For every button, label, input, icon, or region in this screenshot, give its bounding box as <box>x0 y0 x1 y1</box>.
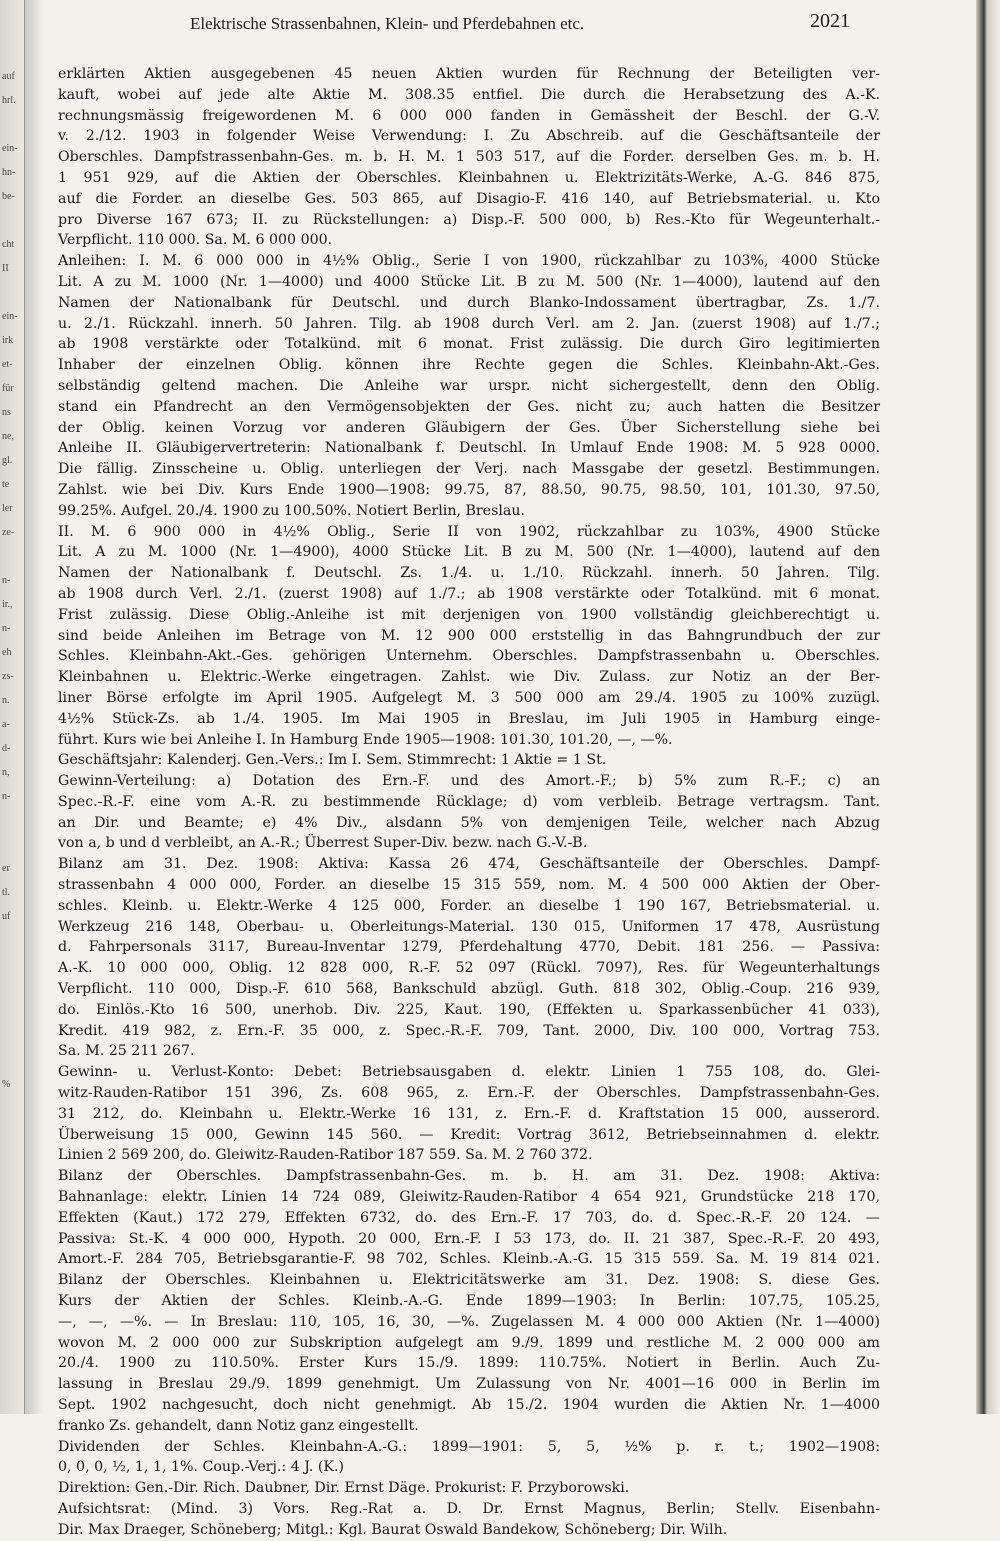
margin-fragment: ns <box>2 407 11 418</box>
margin-fragment: ne, <box>2 431 14 442</box>
margin-fragment <box>2 814 26 838</box>
text-line: Inhaber der einzelnen Oblig. können ihre Rechte gegen die Schles. Kleinbahn-Akt.-Ges. <box>58 357 880 374</box>
margin-fragment <box>2 118 26 142</box>
margin-fragment: n. <box>2 695 10 706</box>
text-line: wovon M. 2 000 000 zur Subskription aufgelegt am 9./9. 1899 und restliche M. 2 000 000 am <box>58 1334 880 1351</box>
margin-fragment: II <box>2 263 9 274</box>
margin-fragment: n, <box>2 767 10 778</box>
text-line: stand ein Pfandrecht an den Vermögensobjekten der Ges. nicht zu; auch hatten die Besitzer <box>58 398 880 415</box>
document-body <box>58 64 880 1538</box>
text-line: ab 1908 verstärkte oder Totalkünd. mit 6 monat. Frist zulässig. Die durch Giro legitimierten <box>58 336 880 353</box>
margin-fragment <box>2 1150 26 1174</box>
text-line: Sept. 1902 nachgesucht, doch nicht genehmigt. Ab 15./2. 1904 wurden die Aktien Nr. 1—4000 <box>58 1397 880 1413</box>
margin-fragment: auf <box>2 71 15 82</box>
margin-fragment: n- <box>2 575 11 586</box>
right-page-edge <box>976 0 1000 1414</box>
text-line: Gewinn-Verteilung: a) Dotation des Ern.-F. und des Amort.-F.; b) 5% zum R.-F.; c) an <box>58 773 880 790</box>
text-line: A.-K. 10 000 000, Oblig. 12 828 000, R.-F. 52 097 (Rückl. 7097), Res. für Wegeunterhaltungs <box>58 960 880 977</box>
text-line: Oberschles. Dampfstrassenbahn-Ges. m. b. H. M. 1 503 517, auf die Forder. derselben Ges. m. b. H. <box>58 149 880 166</box>
text-line: Bilanz der Oberschles. Dampfstrassenbahn-Ges. m. b. H. am 31. Dez. 1908: Aktiva: <box>58 1168 880 1185</box>
margin-fragment <box>2 934 26 958</box>
text-line: Anleihen: I. M. 6 000 000 in 4½% Oblig., Serie I von 1900, rückzahlbar zu 103%, 4000 Stücke <box>58 253 880 270</box>
text-line: kauft, wobei auf jede alte Aktie M. 308.35 entfiel. Die durch die Herabsetzung des A.-K. <box>58 86 880 103</box>
margin-fragment <box>2 1054 26 1078</box>
text-line: Direktion: Gen.-Dir. Rich. Daubner, Dir. Ernst Däge. Prokurist: F. Przyborowski. <box>58 1480 630 1497</box>
margin-fragment: hrl. <box>2 95 16 106</box>
margin-fragment <box>2 1030 26 1054</box>
margin-fragment: zs- <box>2 671 14 682</box>
margin-fragment: a- <box>2 719 10 730</box>
text-line: Effekten (Kaut.) 172 279, Effekten 6732, do. des Ern.-F. 17 703, do. d. Spec.-R.-F. 20 124. — <box>58 1209 880 1226</box>
text-line: Lit. A zu M. 1000 (Nr. 1—4000) und 4000 Stücke Lit. B zu M. 500 (Nr. 1—4000), lautend auf den <box>58 273 880 290</box>
margin-fragment: n- <box>2 791 11 802</box>
text-line: d. Fahrpersonals 3117, Bureau-Inventar 1279, Pferdehaltung 4770, Debit. 181 256. — Passiva: <box>58 939 880 956</box>
text-line: Verpflicht. 110 000, Disp.-F. 610 568, Bankschuld abzügl. Guth. 818 302, Oblig.-Coup. 216 939, <box>58 981 880 998</box>
margin-fragment <box>2 958 26 982</box>
margin-fragment: gl. <box>2 455 13 466</box>
margin-fragment <box>2 214 26 238</box>
margin-fragment: be- <box>2 191 15 202</box>
text-line: der Oblig. keinen Vorzug vor anderen Gläubigern der Ges. Über Sicherstellung siehe bei <box>58 419 880 436</box>
text-line: Namen der Nationalbank f. Deutschl. Zs. 1./4. u. 1./10. Rückzahl. innerh. 50 Jahren. Tilg. <box>58 565 880 582</box>
text-line: ab 1908 durch Verl. 2./1. (zuerst 1908) auf 1./7.; ab 1908 verstärkte oder Totalkünd. mit 6 monat. <box>58 585 880 602</box>
margin-fragment <box>2 982 26 1006</box>
margin-fragment <box>2 1126 26 1150</box>
text-line: liner Börse erfolgte im April 1905. Aufgelegt M. 3 500 000 am 29./4. 1905 zu 100% zuzügl. <box>58 689 880 706</box>
text-line: führt. Kurs wie bei Anleihe I. In Hamburg Ende 1905—1908: 101.30, 101.20, —, —%. <box>58 731 673 748</box>
text-line: Gewinn- u. Verlust-Konto: Debet: Betriebsausgaben d. elektr. Linien 1 755 108, do. Glei- <box>58 1064 880 1081</box>
text-line: selbständig geltend machen. Die Anleihe war urspr. nicht sichergestellt, denn den Oblig. <box>58 377 880 394</box>
margin-fragment: hn- <box>2 167 16 178</box>
text-line: Anleihe II. Gläubigervertreterin: Nationalbank f. Deutschl. In Umlauf Ende 1908: M. 5 928 0000. <box>58 440 880 457</box>
margin-fragment: cht <box>2 239 15 250</box>
margin-fragment: ir., <box>2 599 13 610</box>
text-line: Die fällig. Zinsscheine u. Oblig. unterliegen der Verj. nach Massgabe der gesetzl. Bestimmungen. <box>58 461 880 478</box>
page-number: 2021 <box>810 10 850 32</box>
text-line: pro Diverse 167 673; II. zu Rückstellungen: a) Disp.-F. 500 000, b) Res.-Kto für Wegeunterhalt.- <box>58 211 880 228</box>
text-line: strassenbahn 4 000 000, Forder. an dieselbe 15 315 559, nom. M. 4 500 000 Aktien der Ober- <box>58 877 880 894</box>
running-title: Elektrische Strassenbahnen, Klein- und Pferdebahnen etc. <box>190 14 585 33</box>
margin-fragment: ze- <box>2 527 15 538</box>
margin-fragment <box>2 286 26 310</box>
text-line: 20./4. 1900 zu 110.50%. Erster Kurs 15./9. 1899: 110.75%. Notiert in Berlin. Auch Zu- <box>58 1355 880 1372</box>
margin-fragment <box>2 1174 26 1198</box>
text-line: Dividenden der Schles. Kleinbahn-A.-G.: 1899—1901: 5, 5, ½% p. r. t.; 1902—1908: <box>58 1438 880 1455</box>
margin-fragment: irk <box>2 335 14 346</box>
text-line: lassung in Breslau 29./9. 1899 genehmigt. Um Zulassung von Nr. 4001—16 000 in Berlin im <box>58 1376 880 1393</box>
margin-fragment: für <box>2 383 14 394</box>
text-line: Amort.-F. 284 705, Betriebsgarantie-F. 98 702, Schles. Kleinb.-A.-G. 15 315 559. Sa. M. 19 814 021. <box>58 1251 880 1268</box>
margin-fragment <box>2 1006 26 1030</box>
text-line: Lit. A zu M. 1000 (Nr. 1—4900), 4000 Stücke Lit. B zu M. 500 (Nr. 1—4000), lautend auf den <box>58 544 880 561</box>
text-line: Passiva: St.-K. 4 000 000, Hypoth. 20 000, Ern.-F. I 53 173, do. II. 21 387, Spec.-R.-F. 20 493, <box>58 1230 880 1247</box>
text-line: Frist zulässig. Diese Oblig.-Anleihe ist mit derjenigen von 1900 vollständig gleichberechtigt u. <box>58 606 880 623</box>
book-fold-shadow <box>24 0 44 1414</box>
margin-fragment: n- <box>2 623 11 634</box>
margin-fragment: ein- <box>2 143 18 154</box>
margin-fragment: et- <box>2 359 13 370</box>
text-line: v. 2./12. 1903 in folgender Weise Verwendung: I. Zu Abschreib. auf die Geschäftsanteile der <box>58 128 880 145</box>
text-line: sind beide Anleihen im Betrage von M. 12 900 000 erststellig in das Bahngrundbuch der zur <box>58 627 880 644</box>
text-line: Geschäftsjahr: Kalenderj. Gen.-Vers.: Im I. Sem. Stimmrecht: 1 Aktie = 1 St. <box>58 752 607 769</box>
text-line: Linien 2 569 200, do. Gleiwitz-Rauden-Ratibor 187 559. Sa. M. 2 760 372. <box>58 1147 593 1164</box>
text-line: Bilanz am 31. Dez. 1908: Aktiva: Kassa 26 474, Geschäftsanteile der Oberschles. Dampf- <box>58 856 880 873</box>
page-header <box>190 8 850 38</box>
margin-fragment <box>2 550 26 574</box>
text-line: auf die Forder. an dieselbe Ges. 503 865, auf Disagio-F. 416 140, auf Betriebsmaterial. u. Kto <box>58 190 880 207</box>
text-line: do. Einlös.-Kto 16 500, unerhob. Div. 225, Kaut. 190, (Effekten u. Sparkassenbücher 41 033), <box>58 1001 880 1018</box>
text-line: Werkzeug 216 148, Oberbau- u. Oberleitungs-Material. 130 015, Uniformen 17 478, Ausrüstung <box>58 918 880 935</box>
adjacent-page-fragments <box>2 70 26 1198</box>
margin-fragment: te <box>2 479 10 490</box>
text-line: Dir. Max Draeger, Schöneberg; Mitgl.: Kgl. Baurat Oswald Bandekow, Schöneberg; Dir. Wilh. <box>58 1521 728 1538</box>
margin-fragment: % <box>2 1079 11 1090</box>
text-line: Überweisung 15 000, Gewinn 145 560. — Kredit: Vortrag 3612, Betriebseinnahmen d. elektr. <box>58 1126 880 1143</box>
text-line: 0, 0, 0, ½, 1, 1, 1%. Coup.-Verj.: 4 J. (K.) <box>58 1459 345 1476</box>
text-line: Namen der Nationalbank für Deutschl. und durch Blanko-Indossament übertragbar, Zs. 1./7. <box>58 294 880 311</box>
text-line: witz-Rauden-Ratibor 151 396, Zs. 608 965, z. Ern.-F. der Oberschles. Dampfstrassenbahn-Ges. <box>58 1085 880 1102</box>
margin-fragment: ler <box>2 503 13 514</box>
text-line: Verpflicht. 110 000. Sa. M. 6 000 000. <box>58 232 333 249</box>
text-line: 4½% Stück-Zs. ab 1./4. 1905. Im Mai 1905 in Breslau, im Juli 1905 in Hamburg einge- <box>58 710 880 727</box>
margin-fragment: uf <box>2 911 11 922</box>
margin-fragment: eh <box>2 647 12 658</box>
text-line: franko Zs. gehandelt, dann Notiz ganz eingestellt. <box>58 1417 419 1434</box>
text-line: —, —, —%. — In Breslau: 110, 105, 16, 30, —%. Zugelassen M. 4 000 000 Aktien (Nr. 1—4000) <box>58 1313 880 1330</box>
text-line: Kurs der Aktien der Schles. Kleinb.-A.-G. Ende 1899—1903: In Berlin: 107.75, 105.25, <box>58 1293 880 1310</box>
margin-fragment: d- <box>2 743 11 754</box>
text-line: Zahlst. wie bei Div. Kurs Ende 1900—1908: 99.75, 87, 88.50, 90.75, 98.50, 101, 101.30, 97.50, <box>58 481 880 498</box>
margin-fragment <box>2 838 26 862</box>
text-line: 1 951 929, auf die Aktien der Oberschles. Kleinbahnen u. Elektrizitäts-Werke, A.-G. 846 875, <box>58 169 880 186</box>
text-line: u. 2./1. Rückzahl. innerh. 50 Jahren. Tilg. ab 1908 durch Verl. am 2. Jan. (zuerst 1908) auf 1./7.; <box>58 315 880 332</box>
text-line: Kredit. 419 982, z. Ern.-F. 35 000, z. Spec.-R.-F. 709, Tant. 2000, Div. 100 000, Vortrag 753. <box>58 1022 880 1039</box>
text-line: schles. Kleinb. u. Elektr.-Werke 4 125 000, Forder. an dieselbe 1 190 167, Betriebsmaterial. u. <box>58 897 880 914</box>
text-line: erklärten Aktien ausgegebenen 45 neuen Aktien wurden für Rechnung der Beteiligten ver- <box>58 66 880 82</box>
text-line: Bilanz der Oberschles. Kleinbahnen u. Elektricitätswerke am 31. Dez. 1908: S. diese Ges. <box>58 1272 880 1289</box>
text-line: Sa. M. 25 211 267. <box>58 1043 195 1060</box>
text-line: Schles. Kleinbahn-Akt.-Ges. gehörigen Unternehm. Oberschles. Dampfstrassenbahn u. Oberschles. <box>58 648 880 665</box>
text-line: Bahnanlage: elektr. Linien 14 724 089, Gleiwitz-Rauden-Ratibor 4 654 921, Grundstücke 218 170, <box>58 1189 880 1206</box>
margin-fragment: tl. <box>2 887 11 898</box>
text-line: rechnungsmässig freigewordenen M. 6 000 000 fanden in Gemässheit der Beschl. der G.-V. <box>58 107 880 124</box>
text-line: von a, b und d verbleibt, an A.-R.; Überrest Super-Div. bezw. nach G.-V.-B. <box>58 835 588 852</box>
margin-fragment: er <box>2 863 10 874</box>
text-line: 31 212, do. Kleinbahn u. Elektr.-Werke 16 131, z. Ern.-F. d. Kraftstation 15 000, ausserord. <box>58 1105 880 1122</box>
text-line: Spec.-R.-F. eine vom A.-R. zu bestimmende Rücklage; d) vom verbleib. Betrage vertragsm. Tant. <box>58 793 880 810</box>
margin-fragment <box>2 1102 26 1126</box>
margin-fragment: ein- <box>2 311 18 322</box>
text-line: Aufsichtsrat: (Mind. 3) Vors. Reg.-Rat a. D. Dr. Ernst Magnus, Berlin; Stellv. Eisenbahn- <box>58 1500 880 1517</box>
text-line: Kleinbahnen u. Elektric.-Werke eingetragen. Zahlst. wie Div. Zulass. zur Notiz an der Ber- <box>58 669 880 686</box>
text-line: an Dir. und Beamte; e) 4% Div., alsdann 5% von demjenigen Teile, welcher nach Abzug <box>58 814 880 831</box>
text-line: 99.25%. Aufgel. 20./4. 1900 zu 100.50%. Notiert Berlin, Breslau. <box>58 502 526 519</box>
text-line: II. M. 6 900 000 in 4½% Oblig., Serie II von 1902, rückzahlbar zu 103%, 4900 Stücke <box>58 523 880 540</box>
